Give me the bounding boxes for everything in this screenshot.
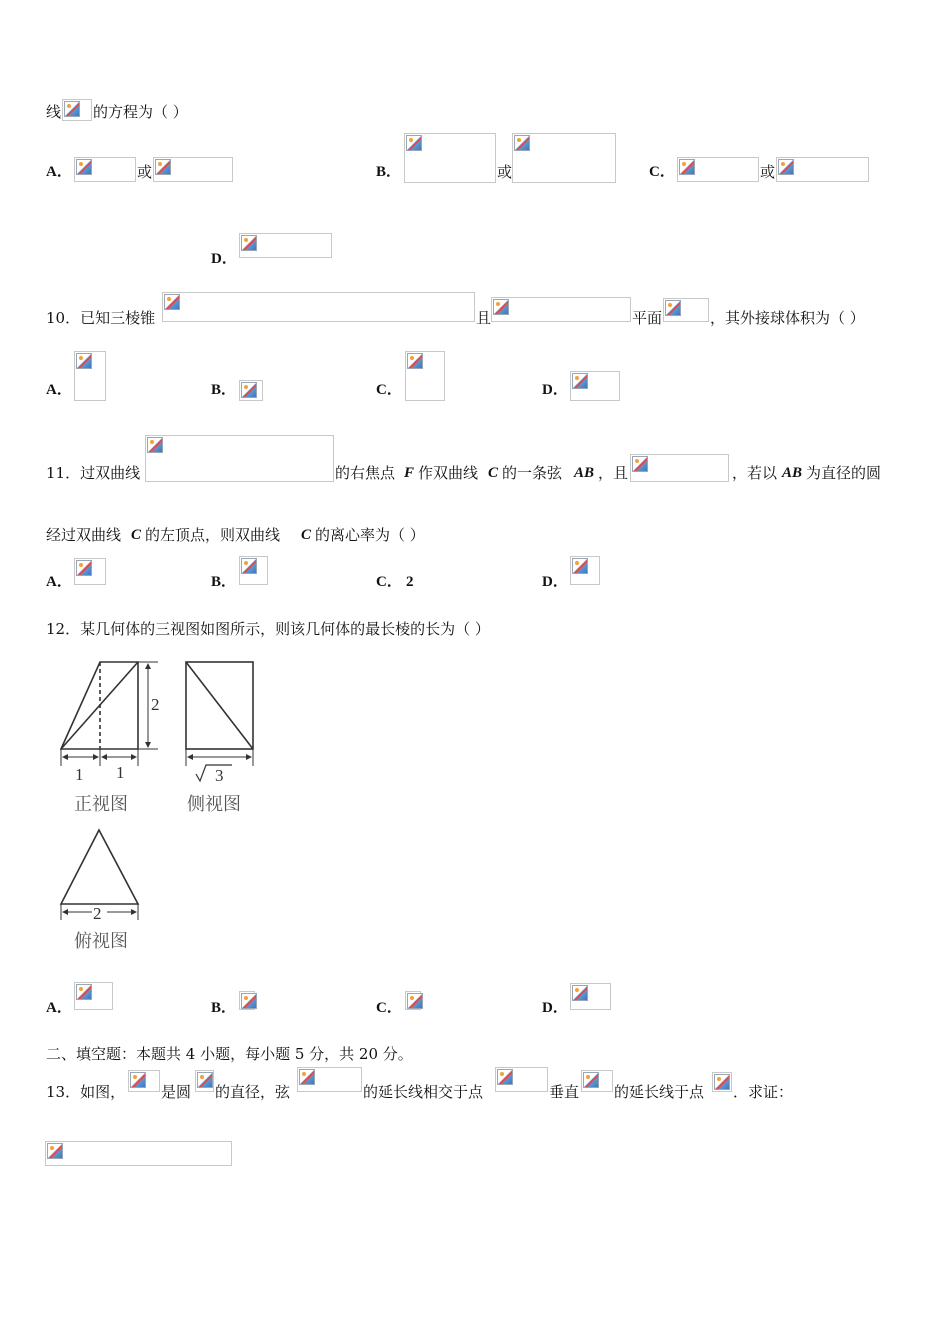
q13-c: 的直径，弦 bbox=[215, 1083, 291, 1101]
q10-option-d-label: D． bbox=[542, 382, 568, 398]
q10-tail: ，其外接球体积为（ ） bbox=[710, 309, 865, 327]
q9-option-b-image-2 bbox=[512, 133, 616, 183]
broken-image-icon bbox=[47, 1143, 63, 1159]
q13-image-5 bbox=[581, 1070, 613, 1092]
q9-option-d-image bbox=[239, 233, 332, 258]
q10-and: 且 bbox=[476, 309, 492, 327]
q10-option-a-label: A． bbox=[46, 382, 72, 398]
q9-or: 或 bbox=[137, 163, 153, 181]
broken-image-icon bbox=[147, 437, 163, 453]
broken-image-icon bbox=[572, 558, 588, 574]
section-2-heading: 二、填空题：本题共 4 小题，每小题 5 分，共 20 分。 bbox=[46, 1045, 413, 1063]
broken-image-icon bbox=[632, 456, 648, 472]
dim-height-label: 2 bbox=[151, 695, 160, 714]
q11-line1-b: 的右焦点 bbox=[335, 464, 396, 482]
broken-image-icon bbox=[241, 382, 257, 398]
q13-image-4 bbox=[495, 1067, 548, 1092]
q11-line1-d: 的一条弦 bbox=[502, 464, 563, 482]
broken-image-icon bbox=[130, 1072, 146, 1088]
q13-image-6 bbox=[712, 1072, 732, 1092]
q12-option-b-label: B． bbox=[211, 1000, 237, 1016]
q11-option-d-label: D． bbox=[542, 574, 568, 590]
q11-option-a-label: A． bbox=[46, 574, 72, 590]
q9-option-b-label: B． bbox=[376, 164, 402, 180]
q9-option-c-image-2 bbox=[776, 157, 869, 182]
q10-option-b-label: B． bbox=[211, 382, 237, 398]
dim-side-label: 3 bbox=[215, 766, 224, 785]
q11-option-b-label: B． bbox=[211, 574, 237, 590]
q11-curve-c-3: C bbox=[301, 527, 312, 543]
broken-image-icon bbox=[406, 135, 422, 151]
q11-option-c-label: C． bbox=[376, 574, 402, 590]
q12-option-b-image bbox=[239, 991, 255, 1010]
q9-or: 或 bbox=[760, 163, 776, 181]
q10-image-2 bbox=[491, 297, 631, 322]
q11-option-d-image bbox=[570, 556, 600, 585]
q9-option-b-image-1 bbox=[404, 133, 496, 183]
q12-option-a-label: A． bbox=[46, 1000, 72, 1016]
broken-image-icon bbox=[679, 159, 695, 175]
q9-option-c-label: C． bbox=[649, 164, 675, 180]
broken-image-icon bbox=[164, 294, 180, 310]
q10-option-d-image bbox=[570, 371, 620, 401]
q11-chord-ab-2: AB bbox=[782, 465, 803, 481]
q11-line2-c: 的离心率为（ ） bbox=[315, 526, 425, 544]
q10-option-a-image bbox=[74, 351, 106, 401]
q13-e: 垂直 bbox=[549, 1083, 580, 1101]
q9-line-start: 线 bbox=[46, 103, 62, 121]
broken-image-icon bbox=[572, 985, 588, 1001]
broken-image-icon bbox=[514, 135, 530, 151]
broken-image-icon bbox=[76, 159, 92, 175]
broken-image-icon bbox=[299, 1069, 315, 1085]
q13-image-3 bbox=[297, 1067, 362, 1092]
q9-option-c-image-1 bbox=[677, 157, 759, 182]
q9-or: 或 bbox=[497, 163, 513, 181]
q9-option-a-image-1 bbox=[74, 157, 136, 182]
q12-option-c-image bbox=[405, 991, 421, 1010]
broken-image-icon bbox=[778, 159, 794, 175]
q13-b: 是圆 bbox=[161, 1083, 192, 1101]
q11-option-c-value: 2 bbox=[406, 574, 414, 590]
q11-option-a-image bbox=[74, 558, 106, 585]
q11-line1-f: ，若以 bbox=[732, 464, 778, 482]
broken-image-icon bbox=[497, 1069, 513, 1085]
broken-image-icon bbox=[76, 984, 92, 1000]
q11-condition-image bbox=[630, 454, 729, 482]
broken-image-icon bbox=[241, 993, 257, 1009]
top-view-caption: 俯视图 bbox=[74, 931, 128, 951]
q11-chord-ab: AB bbox=[574, 465, 595, 481]
q9-option-a-label: A． bbox=[46, 164, 72, 180]
three-view-figure bbox=[50, 650, 270, 960]
q13-f: 的延长线于点 bbox=[614, 1083, 705, 1101]
q10-option-b-image bbox=[239, 380, 263, 401]
q11-line2-a: 经过双曲线 bbox=[46, 526, 122, 544]
dim-front-left-label: 1 bbox=[75, 765, 84, 784]
broken-image-icon bbox=[76, 560, 92, 576]
q12-text: 12．某几何体的三视图如图所示，则该几何体的最长棱的长为（ ） bbox=[46, 620, 490, 638]
q9-option-d-label: D． bbox=[211, 251, 237, 267]
q11-focus-f: F bbox=[404, 465, 415, 481]
q13-d: 的延长线相交于点 bbox=[363, 1083, 484, 1101]
side-view-caption: 侧视图 bbox=[187, 794, 241, 814]
broken-image-icon bbox=[155, 159, 171, 175]
q12-option-d-label: D． bbox=[542, 1000, 568, 1016]
q13-g: ．求证： bbox=[733, 1083, 794, 1101]
broken-image-icon bbox=[241, 235, 257, 251]
q11-curve-c-2: C bbox=[131, 527, 142, 543]
broken-image-icon bbox=[583, 1072, 599, 1088]
q13-image-2 bbox=[195, 1070, 214, 1092]
q11-curve-c: C bbox=[488, 465, 499, 481]
q11-line1-c: 作双曲线 bbox=[418, 464, 479, 482]
broken-image-icon bbox=[493, 299, 509, 315]
broken-image-icon bbox=[665, 300, 681, 316]
broken-image-icon bbox=[572, 373, 588, 389]
q9-line-end: 的方程为（ ） bbox=[93, 103, 188, 121]
q11-option-b-image bbox=[239, 556, 268, 585]
q10-image-3 bbox=[663, 298, 709, 322]
q12-option-a-image bbox=[74, 982, 113, 1010]
broken-image-icon bbox=[714, 1074, 730, 1090]
dim-front-right-label: 1 bbox=[116, 763, 125, 782]
q10-prefix: 10．已知三棱锥 bbox=[46, 309, 156, 327]
q13-image-1 bbox=[128, 1070, 160, 1092]
q10-option-c-image bbox=[405, 351, 445, 401]
formula-image bbox=[62, 99, 92, 121]
front-view-caption: 正视图 bbox=[74, 794, 128, 814]
broken-image-icon bbox=[76, 353, 92, 369]
dim-top-label: 2 bbox=[93, 904, 102, 923]
q11-hyperbola-image bbox=[145, 435, 334, 482]
q10-image-1 bbox=[162, 292, 475, 322]
q12-option-d-image bbox=[570, 983, 611, 1010]
side-view bbox=[186, 662, 253, 781]
q13-proof-image bbox=[45, 1141, 232, 1166]
broken-image-icon bbox=[197, 1072, 213, 1088]
q11-line1-a: 11．过双曲线 bbox=[46, 464, 141, 482]
q12-option-c-label: C． bbox=[376, 1000, 402, 1016]
front-view bbox=[61, 662, 158, 766]
broken-image-icon bbox=[407, 993, 423, 1009]
q10-option-c-label: C． bbox=[376, 382, 402, 398]
broken-image-icon bbox=[64, 101, 80, 117]
broken-image-icon bbox=[241, 558, 257, 574]
q11-line1-g: 为直径的圆 bbox=[806, 464, 882, 482]
q10-plane: 平面 bbox=[632, 309, 663, 327]
q11-line1-e: ，且 bbox=[598, 464, 629, 482]
q13-a: 13．如图， bbox=[46, 1083, 126, 1101]
broken-image-icon bbox=[407, 353, 423, 369]
q9-option-a-image-2 bbox=[153, 157, 233, 182]
q11-line2-b: 的左顶点，则双曲线 bbox=[145, 526, 281, 544]
